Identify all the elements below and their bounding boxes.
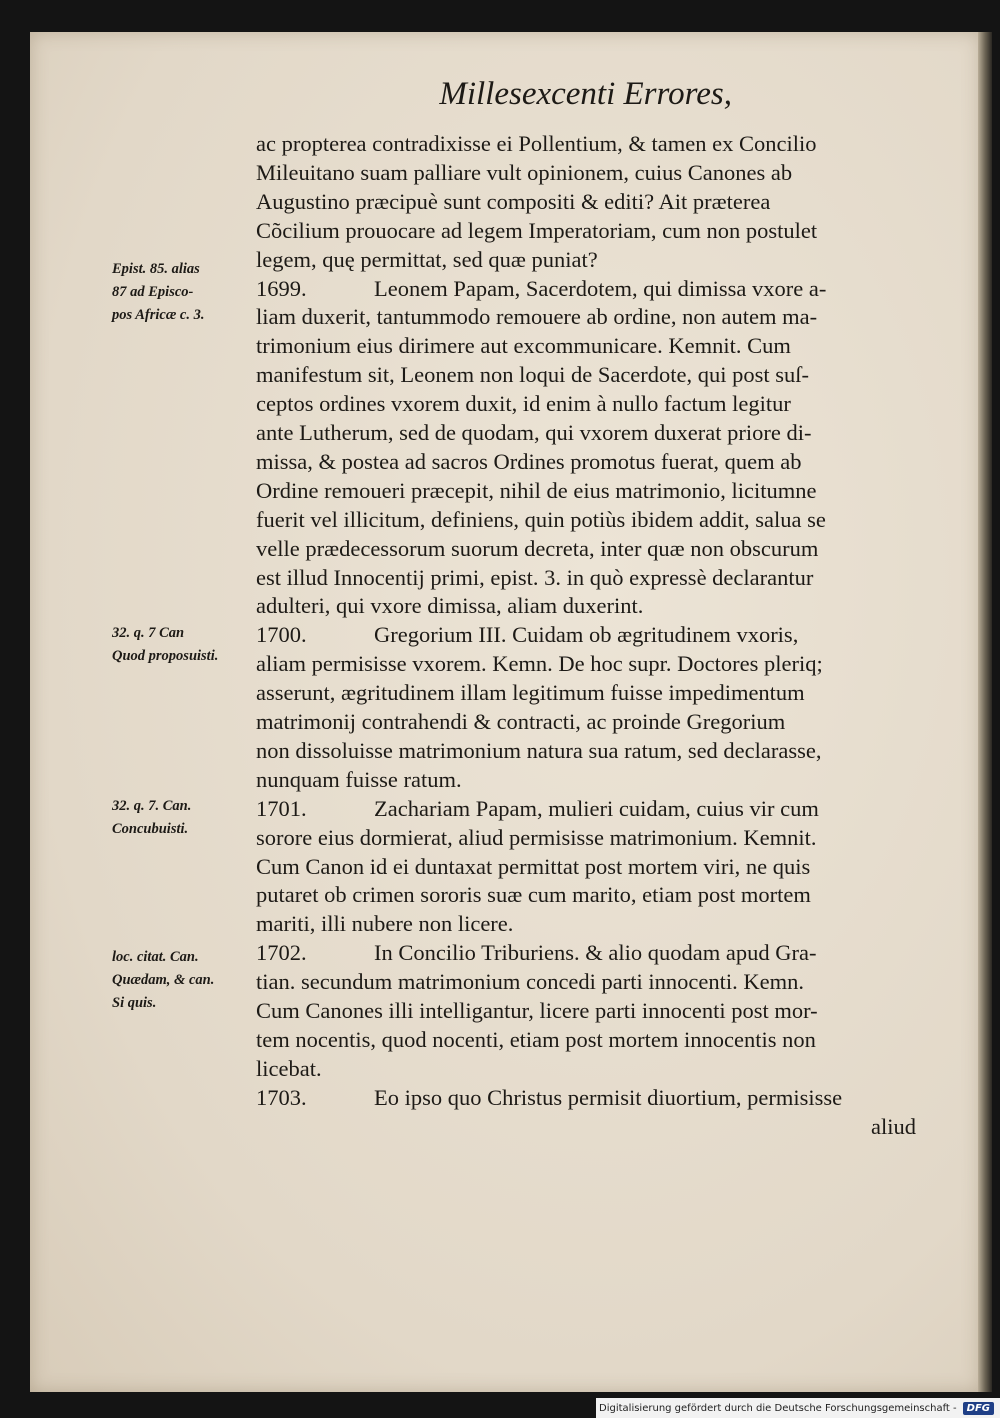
margin-note-line: loc. citat. Can. <box>112 949 199 965</box>
line-text: Leonem Papam, Sacerdotem, qui dimissa vxore a- <box>374 275 827 301</box>
text-line <box>256 823 926 853</box>
entry-number: 1700. <box>256 622 307 648</box>
line-text: Gregorium III. Cuidam ob ægritudinem vxoris, <box>374 622 799 648</box>
margin-note-line: 32. q. 7 Can <box>112 625 185 641</box>
text-line <box>256 852 926 882</box>
text-line <box>256 880 926 910</box>
line-text: asserunt, ægritudinem illam legitimum fuisse impedimentum <box>256 680 805 706</box>
text-line <box>256 996 926 1026</box>
text-line <box>256 563 926 593</box>
text-line <box>256 389 926 419</box>
line-text: licebat. <box>256 1055 322 1081</box>
margin-note-line: Concubuisti. <box>112 821 189 837</box>
text-line <box>256 331 926 361</box>
line-text: adulteri, qui vxore dimissa, aliam duxerint. <box>256 593 644 619</box>
text-line <box>256 1025 926 1055</box>
entry-number: 1701. <box>256 795 307 821</box>
margin-note <box>112 258 257 327</box>
text-line <box>256 1112 916 1142</box>
text-line <box>256 736 926 766</box>
margin-note-line: pos Africæ c. 3. <box>112 307 205 323</box>
line-text: manifestum sit, Leonem non loqui de Sacerdote, qui post suſ- <box>256 362 810 388</box>
line-text: ac propterea contradixisse ei Pollentium, & tamen ex Concilio <box>256 131 817 156</box>
line-text: sorore eius dormierat, aliud permisisse matrimonium. Kemnit. <box>256 824 817 850</box>
running-head: Millesexcenti Errores, <box>439 76 732 112</box>
line-text: Ordine remoueri præcepit, nihil de eius matrimonio, licitumne <box>256 477 817 503</box>
line-text: fuerit vel illicitum, definiens, quin potiùs ibidem addit, salua se <box>256 506 826 532</box>
text-line <box>256 187 926 217</box>
text-line <box>256 360 926 390</box>
text-line <box>256 274 926 304</box>
text-line <box>256 476 926 506</box>
entry-number: 1699. <box>256 275 307 301</box>
line-text: matrimonij contrahendi & contracti, ac proinde Gregorium <box>256 709 786 734</box>
line-text: Mileuitano suam palliare vult opinionem, cuius Canones ab <box>256 159 793 185</box>
text-line <box>256 302 926 332</box>
line-text: nunquam fuisse ratum. <box>256 766 462 792</box>
text-line <box>256 909 926 939</box>
text-line <box>256 591 926 621</box>
line-text: tem nocentis, quod nocenti, etiam post mortem innocentis non <box>256 1026 816 1052</box>
margin-note-line: Quod proposuisti. <box>112 648 219 664</box>
line-text: missa, & postea ad sacros Ordines promotus fuerat, quem ab <box>256 448 802 474</box>
line-text: velle prædecessorum suorum decreta, inter quæ non obscurum <box>256 535 819 561</box>
line-text: legem, quę permittat, sed quæ puniat? <box>256 246 598 272</box>
text-line <box>256 245 926 275</box>
margin-note-line: Epist. 85. alias <box>112 261 200 277</box>
text-line <box>256 216 926 246</box>
margin-note-line: 32. q. 7. Can. <box>112 798 192 814</box>
line-text: Eo ipso quo Christus permisit diuortium, permisisse <box>374 1084 843 1110</box>
text-line <box>256 1083 926 1113</box>
text-line <box>256 678 926 708</box>
line-text: tian. secundum matrimonium concedi parti innocenti. Kemn. <box>256 969 804 995</box>
line-text: ceptos ordines vxorem duxit, id enim à nullo factum legitur <box>256 391 791 417</box>
line-text: aliud <box>871 1113 916 1139</box>
footer-bar <box>596 1398 1000 1418</box>
text-line <box>256 938 926 968</box>
line-text: mariti, illi nubere non licere. <box>256 911 514 937</box>
margin-note <box>112 622 257 668</box>
margin-note-line: Si quis. <box>112 995 157 1011</box>
line-text: est illud Innocentij primi, epist. 3. in quò expressè declarantur <box>256 564 814 590</box>
text-line <box>256 765 926 795</box>
line-text: Cum Canones illi intelligantur, licere parti innocenti post mor- <box>256 998 818 1023</box>
line-text: putaret ob crimen sororis suæ cum marito, etiam post mortem <box>256 882 811 908</box>
margin-note <box>112 795 257 841</box>
text-line <box>256 534 926 564</box>
margin-note <box>112 946 257 1015</box>
footer-text: Digitalisierung gefördert durch die Deutsche Forschungsgemeinschaft - <box>599 1402 957 1414</box>
line-text: Cõcilium prouocare ad legem Imperatoriam, cum non postulet <box>256 217 818 243</box>
text-line <box>256 447 926 477</box>
text-line <box>256 505 926 535</box>
text-line <box>256 418 926 448</box>
line-text: Augustino præcipuè sunt compositi & editi? Ait præterea <box>256 188 771 214</box>
text-line <box>256 158 926 188</box>
text-line <box>256 649 926 679</box>
margin-note-line: 87 ad Episco- <box>112 284 194 300</box>
line-text: trimonium eius dirimere aut excommunicare. Kemnit. Cum <box>256 333 791 359</box>
margin-note-line: Quædam, & can. <box>112 972 215 988</box>
text-line <box>256 1054 926 1084</box>
line-text: Cum Canon id ei duntaxat permittat post mortem viri, ne quis <box>256 853 811 879</box>
page-edge <box>978 32 992 1392</box>
dfg-logo-icon: DFG <box>963 1402 994 1415</box>
line-text: liam duxerit, tantummodo remouere ab ordine, non autem ma- <box>256 304 818 330</box>
text-line <box>256 620 926 650</box>
line-text: Zachariam Papam, mulieri cuidam, cuius vir cum <box>374 795 819 821</box>
entry-number: 1702. <box>256 940 307 966</box>
line-text: aliam permisisse vxorem. Kemn. De hoc supr. Doctores pleriq; <box>256 651 823 677</box>
text-line <box>256 129 926 159</box>
line-text: ante Lutherum, sed de quodam, qui vxorem duxerat priore di- <box>256 420 812 445</box>
line-text: non dissoluisse matrimonium natura sua ratum, sed declarasse, <box>256 737 822 763</box>
text-line <box>256 707 926 737</box>
text-line <box>256 794 926 824</box>
line-text: In Concilio Triburiens. & alio quodam apud Gra- <box>374 940 817 966</box>
text-line <box>256 967 926 997</box>
entry-number: 1703. <box>256 1084 307 1110</box>
